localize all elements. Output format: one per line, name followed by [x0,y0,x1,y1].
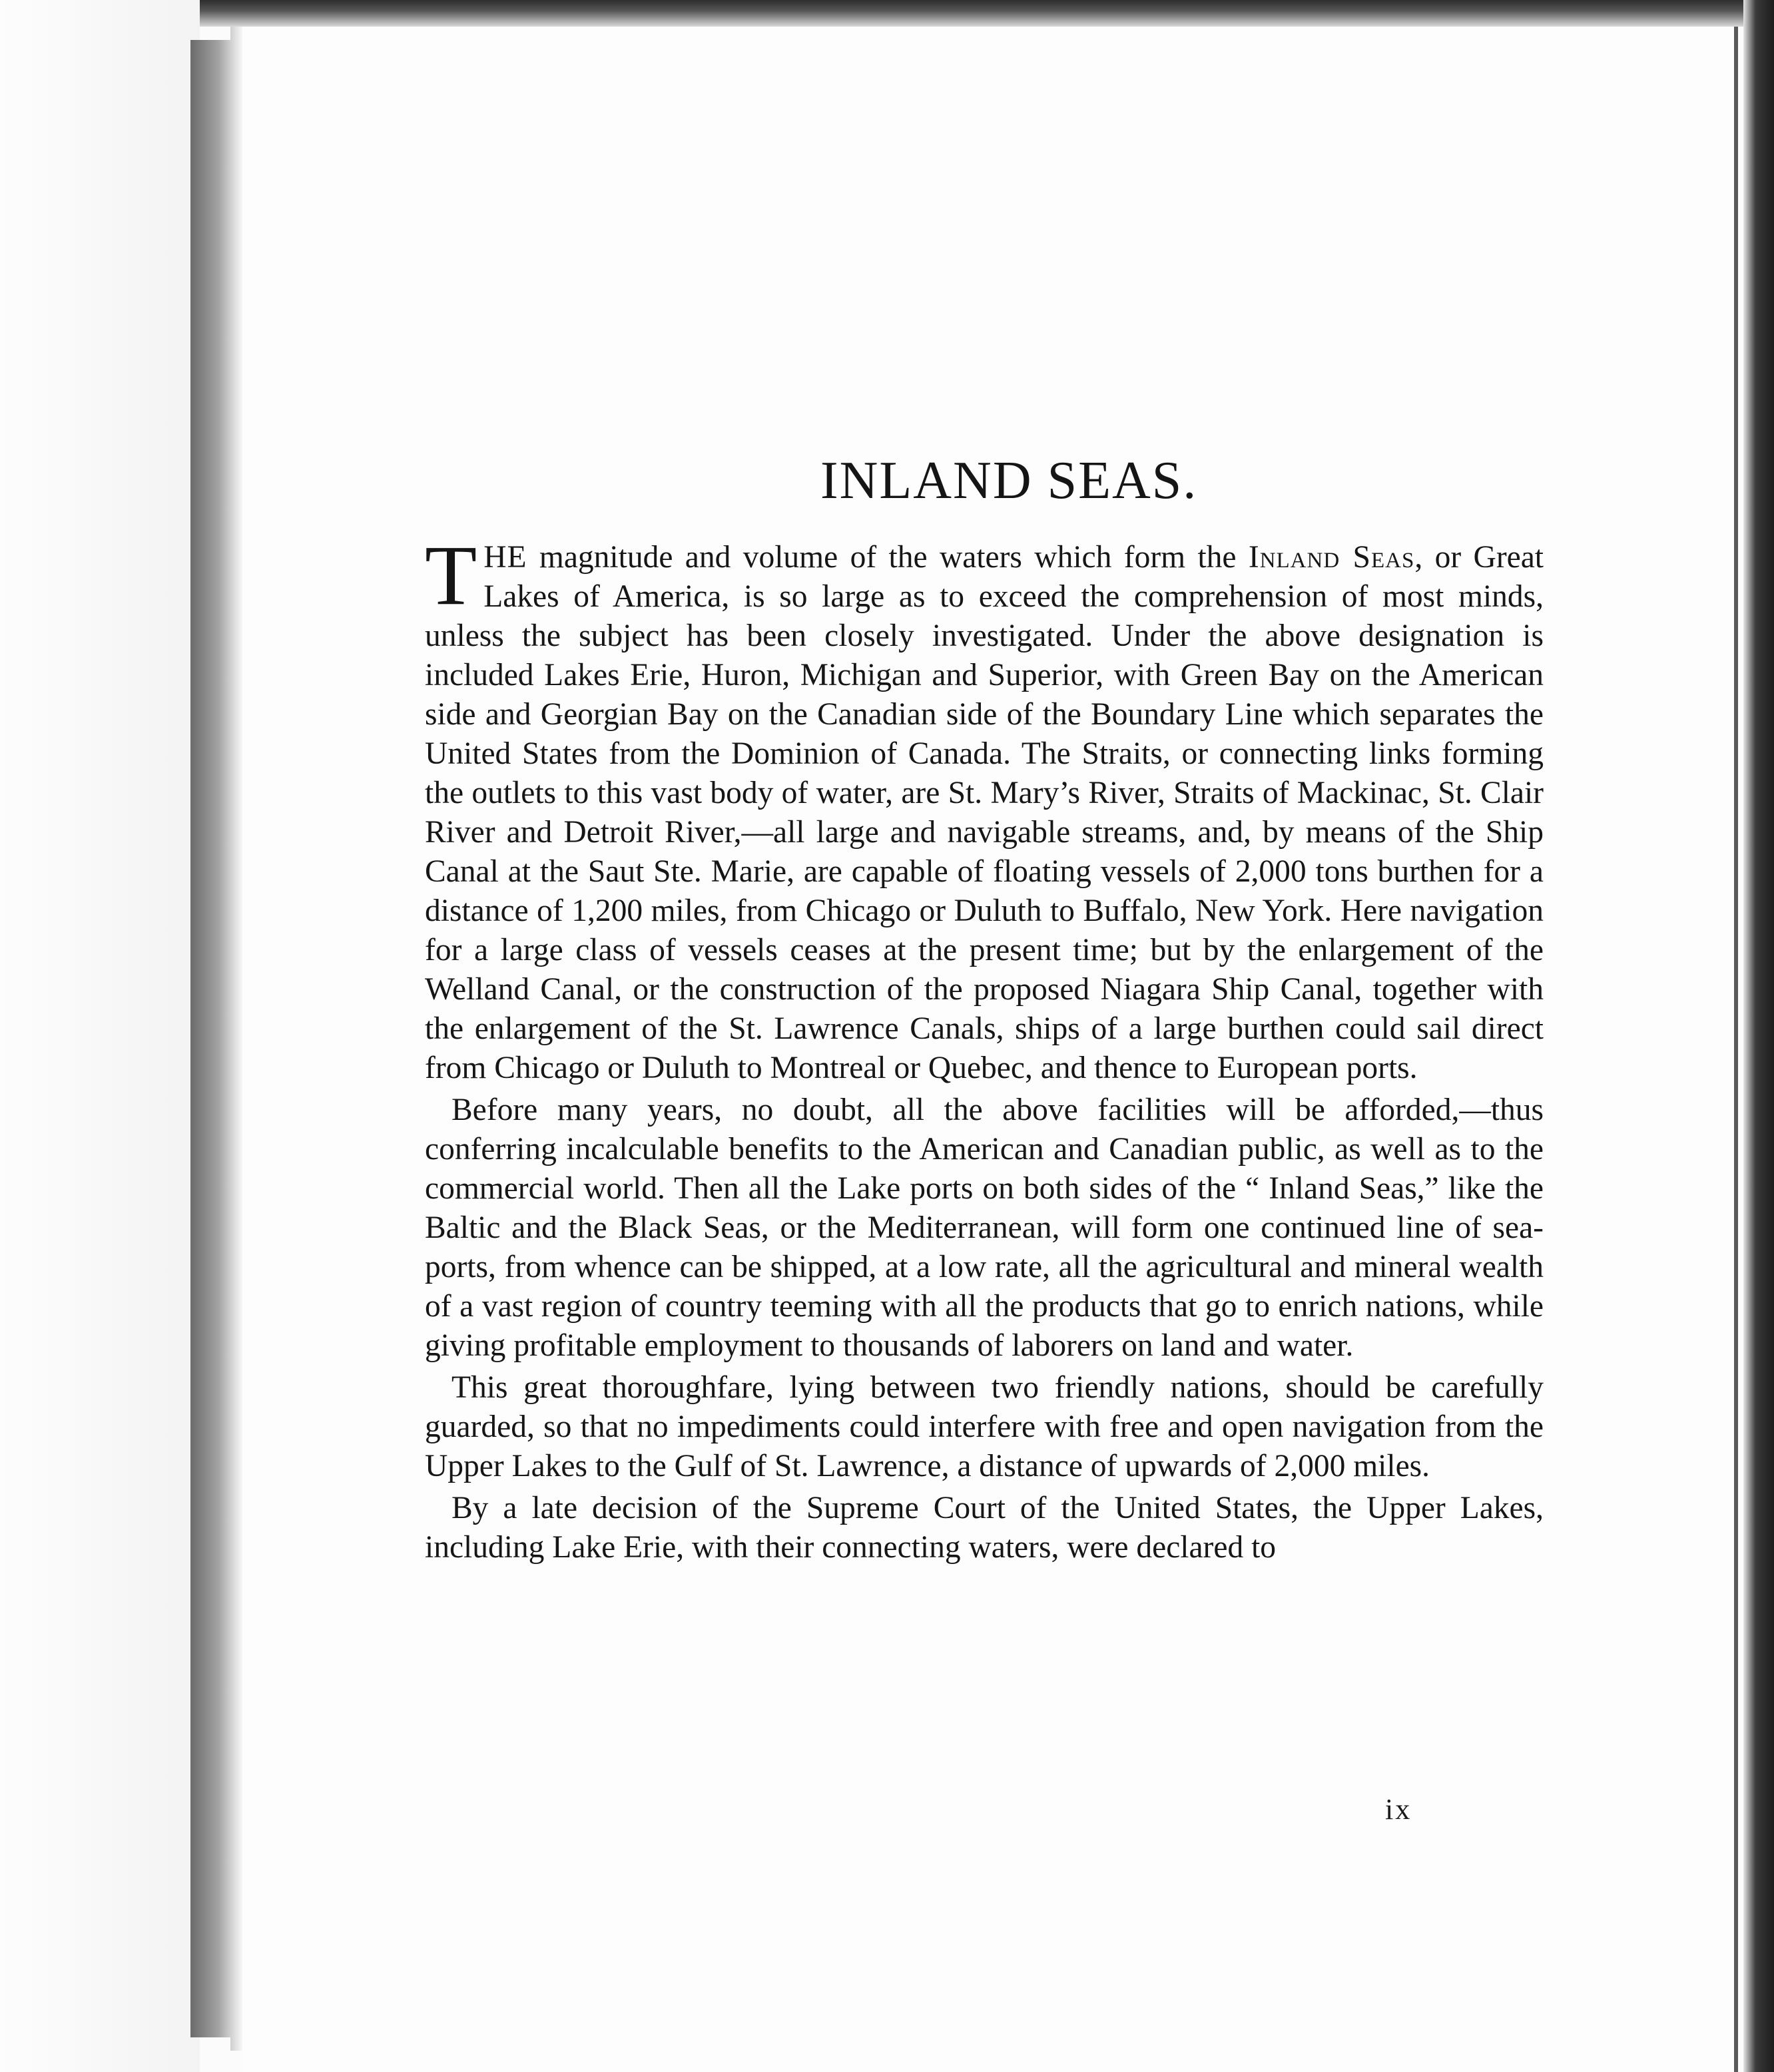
paragraph-1-text-start: magnitude and volume of the waters which form the [527,540,1249,575]
drop-cap: T [425,528,477,623]
page-title: INLAND SEAS. [820,451,1198,510]
gutter-shadow [230,27,242,2051]
paragraph-1 [425,528,1544,1088]
paragraph-4: By a late decision of the Supreme Court of the United States, the Upper Lakes, including Lake Erie, with their connecting waters, were declared to [425,1491,1544,1565]
body-text [425,528,1544,1570]
lead-word: HE [483,540,527,575]
right-page-edge [1743,0,1774,2072]
right-edge-line [1734,27,1738,2072]
left-page-edge [0,0,200,2072]
inland-seas-small-caps: Inland Seas [1248,540,1415,575]
paragraph-2: Before many years, no doubt, all the above facilities will be afforded,—thus conferring incalculable benefits to the American and Canadian public, as well as to the commercial world. Then all the Lake ports on both sides of the “ Inland Seas,” like the Baltic and the Black Seas, or the Mediterranean, will form one continued line of sea-ports, from whence can be shipped, at a low rate, all the agricultural and mineral wealth of a vast region of country teeming with all the products that go to enrich nations, while giving profitable employment to thousands of laborers on land and water. [425,1093,1544,1363]
top-page-edge [200,0,1774,27]
page-number: ix [1385,1793,1412,1826]
paragraph-3: This great thoroughfare, lying between two friendly nations, should be carefully guarded, so that no impediments could interfere with free and open navigation from the Upper Lakes to the Gulf of St. Lawrence, a distance of upwards of 2,000 miles. [425,1370,1544,1483]
book-gutter [190,40,230,2037]
paragraph-1-text-end: , or Great Lakes of America, is so large as to exceed the comprehension of most minds, unless the subject has been closely investigated. Under the above designation is included Lakes Erie, Huron, Michigan and Superior, with Green Bay on the American side and Georgian Bay on the Canadian side of the Boundary Line which separates the United States from the Dominion of Canada. The Straits, or connecting links forming the outlets to this vast body of water, are St. Mary’s River, Straits of Mackinac, St. Clair River and Detroit River,—all large and navigable streams, and, by means of the Ship Canal at the Saut Ste. Marie, are capable of floating vessels of 2,000 tons burthen for a distance of 1,200 miles, from Chicago or Duluth to Buffalo, New York. Here navigation for a large class of vessels ceases at the present time; but by the enlargement of the Welland Canal, or the construction of the proposed Niagara Ship Canal, together with the enlargement of the St. Lawrence Canals, ships of a large burthen could sail direct from Chicago or Duluth to Montreal or Quebec, and thence to European ports. [425,540,1544,1085]
